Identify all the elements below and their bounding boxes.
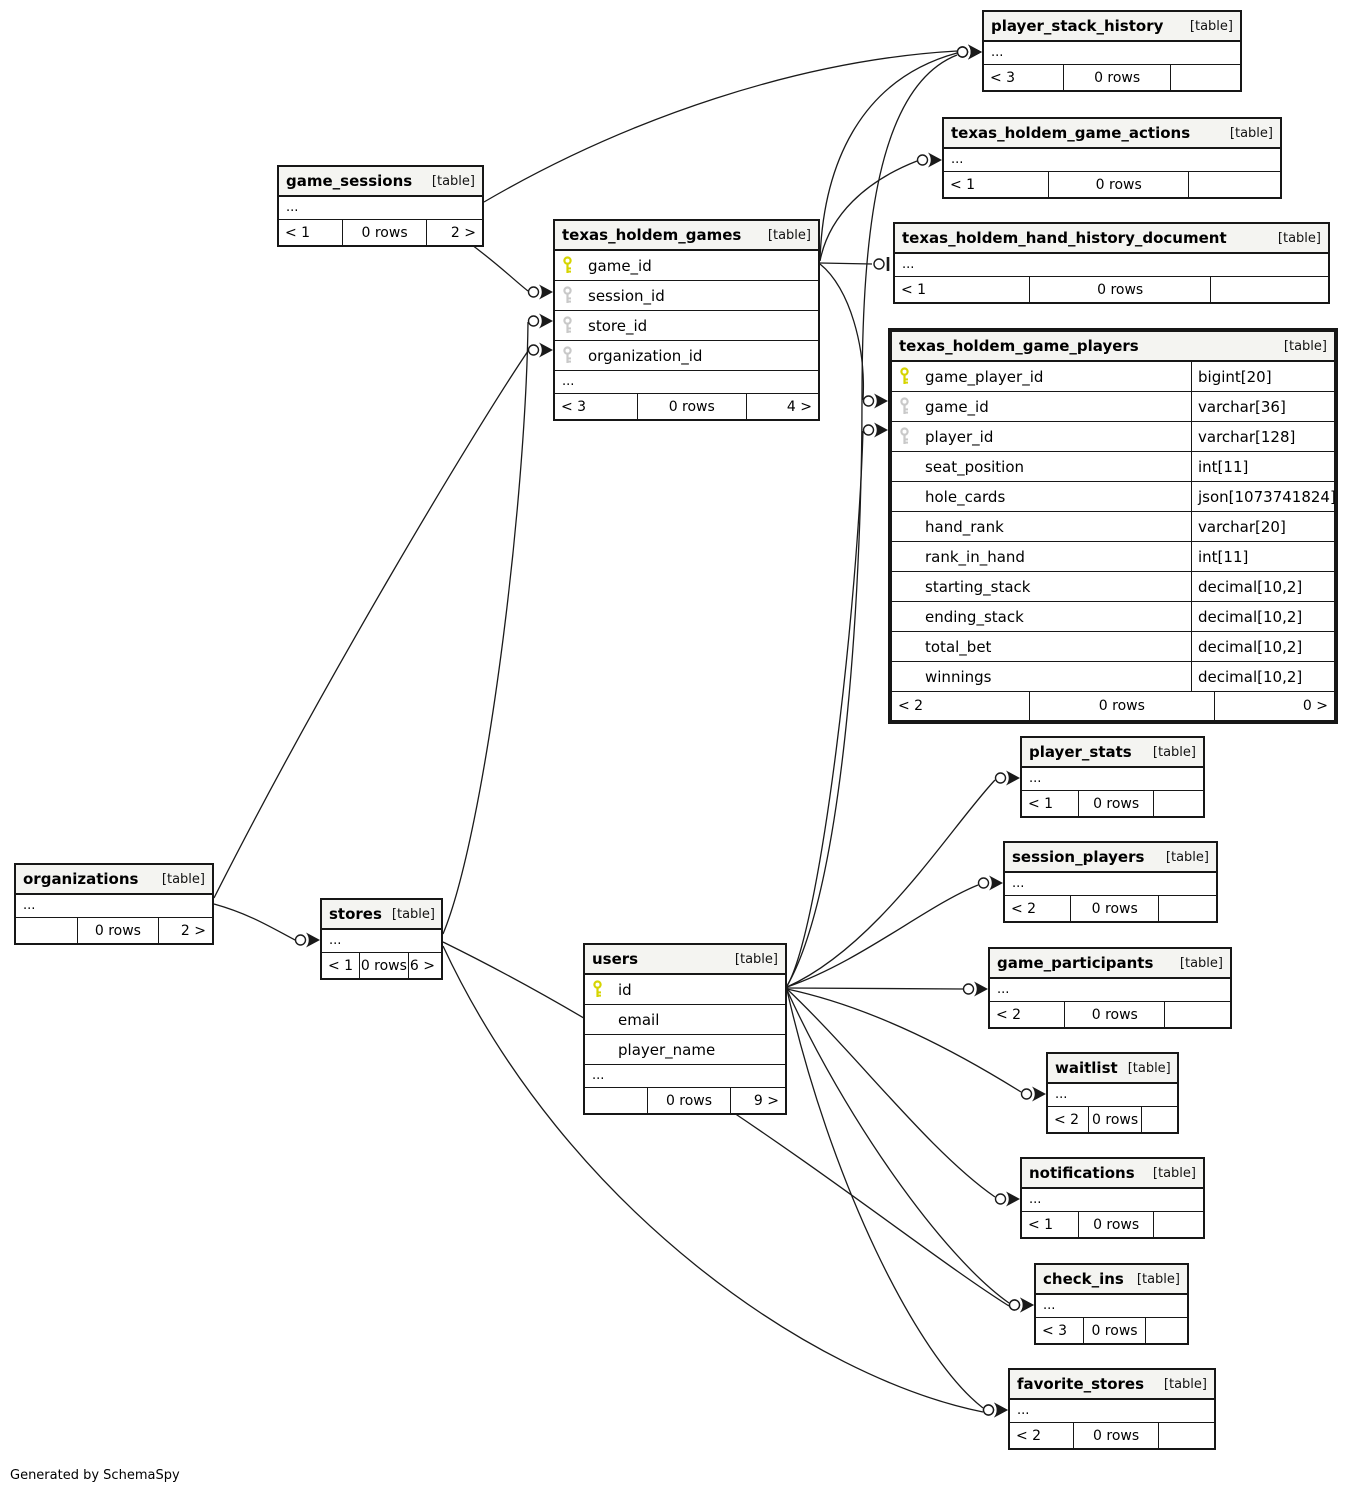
column-type: varchar[20] <box>1191 512 1334 541</box>
column-row-id <box>585 975 785 1005</box>
table-type-tag: [table] <box>1136 1271 1180 1287</box>
relationship-texas_holdem_games-to-texas_holdem_game_players.game_id <box>820 264 863 400</box>
column-name: seat_position <box>925 457 1025 476</box>
footer-child-count: 6 > <box>409 957 435 974</box>
primary-key-icon-cell <box>555 256 588 275</box>
column-row-rank_in_hand <box>892 542 1334 572</box>
footer-child-count: 4 > <box>786 398 812 415</box>
relationship-game_sessions-to-texas_holdem_games.session_id <box>468 242 528 291</box>
crowodot-marker <box>529 314 554 329</box>
table-type-tag: [table] <box>431 173 475 189</box>
table-header <box>1022 738 1203 768</box>
table-header <box>279 167 482 197</box>
footer-parent-count: < 1 <box>901 281 927 298</box>
table-footer <box>984 65 1240 90</box>
table-footer <box>16 918 212 943</box>
column-row-winnings <box>892 662 1334 692</box>
footer-row-count: 0 rows <box>1029 277 1211 302</box>
table-title: organizations <box>23 870 139 888</box>
footer-row-count: 0 rows <box>1064 1002 1165 1027</box>
table-type-tag: [table] <box>1229 125 1273 141</box>
table-title: notifications <box>1029 1164 1135 1182</box>
table-header <box>1036 1265 1187 1295</box>
table-footer <box>322 953 441 978</box>
table-node-texas_holdem_hand_history_document[interactable] <box>893 222 1330 304</box>
column-row-session_id <box>555 281 818 311</box>
more-columns-ellipsis: ... <box>1005 873 1216 896</box>
footer-child-count: 2 > <box>450 224 476 241</box>
table-footer <box>990 1002 1230 1027</box>
relationship-users-to-waitlist <box>787 989 1021 1092</box>
table-footer <box>895 277 1328 302</box>
column-row-email <box>585 1005 785 1035</box>
column-type: int[11] <box>1191 542 1334 571</box>
column-row-player_name <box>585 1035 785 1065</box>
table-title: game_participants <box>997 954 1154 972</box>
table-node-player_stack_history[interactable] <box>982 10 1242 92</box>
table-header <box>895 224 1328 254</box>
more-columns-ellipsis: ... <box>990 979 1230 1002</box>
table-footer <box>555 394 818 419</box>
primary-key-icon <box>592 980 603 999</box>
table-title: users <box>592 950 639 968</box>
table-header <box>892 332 1334 362</box>
table-footer <box>1048 1107 1177 1132</box>
column-type: json[1073741824] <box>1191 482 1334 511</box>
footer-parent-count: < 3 <box>1042 1322 1068 1339</box>
foreign-key-icon <box>562 316 573 335</box>
table-type-tag: [table] <box>734 951 778 967</box>
foreign-key-icon-cell <box>555 316 588 335</box>
column-name: id <box>618 980 632 999</box>
column-row-hole_cards <box>892 482 1334 512</box>
relationship-users-to-game_participants <box>787 988 963 989</box>
crowodot-marker <box>979 876 1004 891</box>
column-name: winnings <box>925 667 992 686</box>
table-header <box>1005 843 1216 873</box>
footer-row-count: 0 rows <box>647 1088 731 1113</box>
relationship-users-to-check_ins <box>787 990 1009 1303</box>
foreign-key-icon <box>562 286 573 305</box>
table-header <box>1022 1159 1203 1189</box>
foreign-key-icon-cell <box>892 427 925 446</box>
table-type-tag: [table] <box>391 906 435 922</box>
crowodot-marker <box>529 285 554 300</box>
footer-parent-count: < 1 <box>328 957 354 974</box>
relationship-users-to-player_stats <box>787 780 995 987</box>
footer-row-count: 0 rows <box>1029 692 1215 720</box>
column-type: decimal[10,2] <box>1191 632 1334 661</box>
crowodot-marker <box>964 982 989 997</box>
footer-parent-count: < 3 <box>561 398 587 415</box>
footer-parent-count: < 2 <box>1054 1111 1080 1128</box>
table-title: waitlist <box>1055 1059 1118 1077</box>
column-row-hand_rank <box>892 512 1334 542</box>
footer-parent-count: < 2 <box>1016 1427 1042 1444</box>
crowodot-marker <box>864 394 889 409</box>
relationship-users-to-texas_holdem_game_players.player_id <box>787 431 863 986</box>
column-row-ending_stack <box>892 602 1334 632</box>
table-header <box>555 221 818 251</box>
footer-parent-count: < 3 <box>990 69 1016 86</box>
crowodot-marker <box>864 423 889 438</box>
table-title: stores <box>329 905 382 923</box>
column-name: session_id <box>588 286 665 305</box>
foreign-key-icon <box>899 427 910 446</box>
table-node-session_players[interactable] <box>1003 841 1218 923</box>
footer-row-count: 0 rows <box>342 220 427 245</box>
footer-row-count: 0 rows <box>1078 1212 1154 1237</box>
column-name: game_id <box>925 397 989 416</box>
column-type: varchar[36] <box>1191 392 1334 421</box>
table-title: texas_holdem_game_actions <box>951 124 1191 142</box>
column-row-game_player_id <box>892 362 1334 392</box>
more-columns-ellipsis: ... <box>1036 1295 1187 1318</box>
table-footer <box>1036 1318 1187 1343</box>
footer-child-count: 2 > <box>180 922 206 939</box>
footer-parent-count: < 1 <box>1028 795 1054 812</box>
column-type: decimal[10,2] <box>1191 572 1334 601</box>
table-header <box>984 12 1240 42</box>
more-columns-ellipsis: ... <box>555 371 818 394</box>
column-name: store_id <box>588 316 648 335</box>
footer-parent-count: < 2 <box>898 698 924 714</box>
table-footer <box>585 1088 785 1113</box>
table-type-tag: [table] <box>767 227 811 243</box>
table-type-tag: [table] <box>1165 849 1209 865</box>
footer-row-count: 0 rows <box>1048 172 1189 197</box>
footer-child-count: 0 > <box>1302 698 1328 714</box>
table-title: player_stack_history <box>991 17 1164 35</box>
crowodot-marker <box>996 771 1021 786</box>
table-node-texas_holdem_game_players[interactable] <box>888 328 1338 724</box>
more-columns-ellipsis: ... <box>1048 1084 1177 1107</box>
foreign-key-icon-cell <box>555 286 588 305</box>
column-name: ending_stack <box>925 607 1024 626</box>
table-type-tag: [table] <box>1179 955 1223 971</box>
column-name: player_name <box>618 1040 716 1059</box>
table-footer <box>892 692 1334 720</box>
footer-parent-count: < 1 <box>285 224 311 241</box>
table-type-tag: [table] <box>1152 1165 1196 1181</box>
table-node-favorite_stores[interactable] <box>1008 1368 1216 1450</box>
table-node-texas_holdem_games[interactable] <box>553 219 820 421</box>
table-header <box>990 949 1230 979</box>
more-columns-ellipsis: ... <box>1022 1189 1203 1212</box>
table-title: session_players <box>1012 848 1145 866</box>
table-type-tag: [table] <box>1283 338 1327 354</box>
column-name: game_player_id <box>925 367 1044 386</box>
table-footer <box>1022 1212 1203 1237</box>
crowodot-marker <box>296 933 321 948</box>
more-columns-ellipsis: ... <box>944 149 1280 172</box>
column-type: bigint[20] <box>1191 362 1334 391</box>
table-type-tag: [table] <box>1163 1376 1207 1392</box>
table-title: texas_holdem_hand_history_document <box>902 229 1227 247</box>
footer-row-count: 0 rows <box>359 953 409 978</box>
table-node-waitlist[interactable] <box>1046 1052 1179 1134</box>
crowodot-marker <box>958 45 983 60</box>
primary-key-icon <box>562 256 573 275</box>
more-columns-ellipsis: ... <box>322 930 441 953</box>
primary-key-icon <box>899 367 910 386</box>
table-type-tag: [table] <box>1127 1060 1171 1076</box>
table-header <box>585 945 785 975</box>
footer-row-count: 0 rows <box>637 394 747 419</box>
column-name: rank_in_hand <box>925 547 1025 566</box>
column-name: player_id <box>925 427 994 446</box>
relationship-texas_holdem_games-to-texas_holdem_hand_history_document <box>820 263 872 264</box>
column-row-player_id <box>892 422 1334 452</box>
table-footer <box>1010 1423 1214 1448</box>
foreign-key-icon-cell <box>892 397 925 416</box>
column-name: total_bet <box>925 637 992 656</box>
table-footer <box>1005 896 1216 921</box>
table-node-check_ins[interactable] <box>1034 1263 1189 1345</box>
table-header <box>1048 1054 1177 1084</box>
generator-credit: Generated by SchemaSpy <box>10 1468 180 1483</box>
footer-row-count: 0 rows <box>1078 791 1154 816</box>
more-columns-ellipsis: ... <box>895 254 1328 277</box>
column-row-starting_stack <box>892 572 1334 602</box>
column-type: varchar[128] <box>1191 422 1334 451</box>
table-title: texas_holdem_games <box>562 226 742 244</box>
table-type-tag: [table] <box>1152 744 1196 760</box>
table-node-users[interactable] <box>583 943 787 1115</box>
more-columns-ellipsis: ... <box>1010 1400 1214 1423</box>
footer-row-count: 0 rows <box>1083 1318 1146 1343</box>
foreign-key-icon <box>562 346 573 365</box>
table-title: favorite_stores <box>1017 1375 1145 1393</box>
more-columns-ellipsis: ... <box>1022 768 1203 791</box>
table-node-player_stats[interactable] <box>1020 736 1205 818</box>
table-node-game_participants[interactable] <box>988 947 1232 1029</box>
column-row-store_id <box>555 311 818 341</box>
crowodot-marker <box>984 1403 1009 1418</box>
table-title: game_sessions <box>286 172 413 190</box>
footer-row-count: 0 rows <box>1070 896 1159 921</box>
more-columns-ellipsis: ... <box>279 197 482 220</box>
primary-key-icon-cell <box>585 980 618 999</box>
table-header <box>1010 1370 1214 1400</box>
table-type-tag: [table] <box>1189 18 1233 34</box>
footer-child-count: 9 > <box>753 1092 779 1109</box>
relationship-organizations-to-stores <box>214 904 295 940</box>
column-row-game_id <box>555 251 818 281</box>
column-type: decimal[10,2] <box>1191 662 1334 691</box>
footer-row-count: 0 rows <box>1063 65 1171 90</box>
column-name: hand_rank <box>925 517 1004 536</box>
table-header <box>944 119 1280 149</box>
crowodot-marker <box>529 343 554 358</box>
crowodot-marker <box>1022 1087 1047 1102</box>
column-name: starting_stack <box>925 577 1031 596</box>
primary-key-icon-cell <box>892 367 925 386</box>
relationship-game_sessions-to-player_stack_history <box>484 51 957 202</box>
table-node-stores[interactable] <box>320 898 443 980</box>
foreign-key-icon-cell <box>555 346 588 365</box>
more-columns-ellipsis: ... <box>16 895 212 918</box>
teeodot-marker <box>874 257 888 271</box>
relationship-users-to-notifications <box>787 989 995 1197</box>
column-type: int[11] <box>1191 452 1334 481</box>
column-row-seat_position <box>892 452 1334 482</box>
column-name: hole_cards <box>925 487 1006 506</box>
table-type-tag: [table] <box>1277 230 1321 246</box>
column-row-game_id <box>892 392 1334 422</box>
column-name: game_id <box>588 256 652 275</box>
table-node-organizations[interactable] <box>14 863 214 945</box>
more-columns-ellipsis: ... <box>585 1065 785 1088</box>
more-columns-ellipsis: ... <box>984 42 1240 65</box>
table-footer <box>1022 791 1203 816</box>
crowodot-marker <box>918 153 943 168</box>
column-name: email <box>618 1010 660 1029</box>
table-title: texas_holdem_game_players <box>899 337 1139 355</box>
column-name: organization_id <box>588 346 703 365</box>
column-type: decimal[10,2] <box>1191 602 1334 631</box>
table-title: check_ins <box>1043 1270 1124 1288</box>
footer-parent-count: < 1 <box>950 176 976 193</box>
footer-parent-count: < 2 <box>996 1006 1022 1023</box>
table-header <box>322 900 441 930</box>
footer-row-count: 0 rows <box>1073 1423 1159 1448</box>
column-row-organization_id <box>555 341 818 371</box>
table-node-texas_holdem_game_actions[interactable] <box>942 117 1282 199</box>
relationship-organizations-to-texas_holdem_games.organization_id <box>214 351 528 898</box>
crowodot-marker <box>996 1192 1021 1207</box>
footer-row-count: 0 rows <box>1088 1107 1142 1132</box>
table-node-notifications[interactable] <box>1020 1157 1205 1239</box>
column-row-total_bet <box>892 632 1334 662</box>
footer-parent-count: < 1 <box>1028 1216 1054 1233</box>
table-footer <box>944 172 1280 197</box>
table-node-game_sessions[interactable] <box>277 165 484 247</box>
table-footer <box>279 220 482 245</box>
foreign-key-icon <box>899 397 910 416</box>
relationship-stores-to-texas_holdem_games.store_id <box>443 322 528 934</box>
table-header <box>16 865 212 895</box>
crowodot-marker <box>1010 1298 1035 1313</box>
table-type-tag: [table] <box>161 871 205 887</box>
table-title: player_stats <box>1029 743 1132 761</box>
footer-parent-count: < 2 <box>1011 900 1037 917</box>
footer-row-count: 0 rows <box>77 918 159 943</box>
